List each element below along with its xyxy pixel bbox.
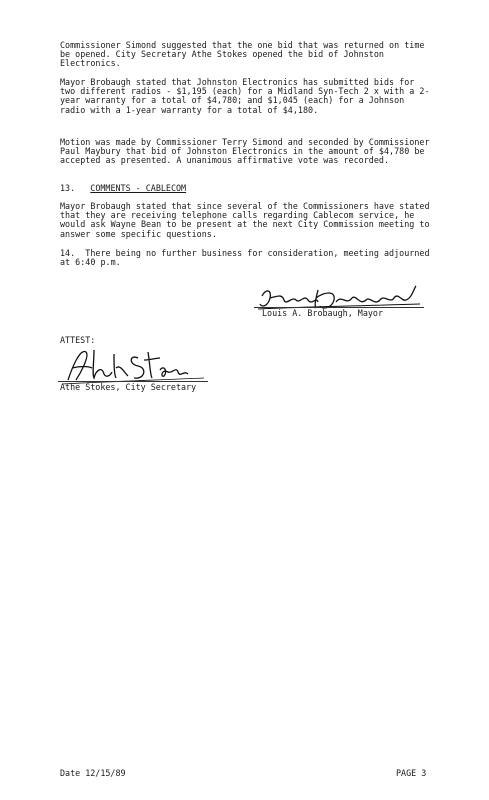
footer-date: Date 12/15/89 [60, 768, 126, 778]
footer-page-number: PAGE 3 [396, 768, 427, 778]
section-title: COMMENTS - CABLECOM [90, 183, 187, 193]
mayor-name: Louis A. Brobaugh, Mayor [262, 308, 384, 318]
attest-label: ATTEST: [60, 335, 96, 345]
paragraph-motion: Motion was made by Commissioner Terry Simond and seconded by Commissioner Paul Maybury that bid of Johnston Electronics in the amount of $4,780 be accepted as presented. A unanimous affirmative vote was recorded. [60, 137, 435, 166]
secretary-name: Athe Stokes, City Secretary [60, 382, 197, 392]
paragraph-adjourned: 14. There being no further business for consideration, meeting adjourned at 6:40 p.m. [60, 248, 435, 268]
paragraph-bid-details: Mayor Brobaugh stated that Johnston Electronics has submitted bids for two different radios - $1,195 (each) for a Midland Syn-Tech 2 x with a 2-year warranty for a total of $4,780; and $1,045 (each) for a Johnson radio with a 1-year warranty for a total of $4,180. [60, 77, 430, 115]
paragraph-cablecom: Mayor Brobaugh stated that since several of the Commissioners have stated that they are receiving telephone calls regarding Cablecom service, he would ask Wayne Bean to be present at the next City Commission meeting to answer some specific questions. [60, 201, 435, 239]
section-number: 13. [60, 183, 76, 193]
section-heading [60, 184, 186, 193]
paragraph-bid-opened: Commissioner Simond suggested that the one bid that was returned on time be opened. City Secretary Athe Stokes opened the bid of Johnston Electronics. [60, 40, 430, 69]
